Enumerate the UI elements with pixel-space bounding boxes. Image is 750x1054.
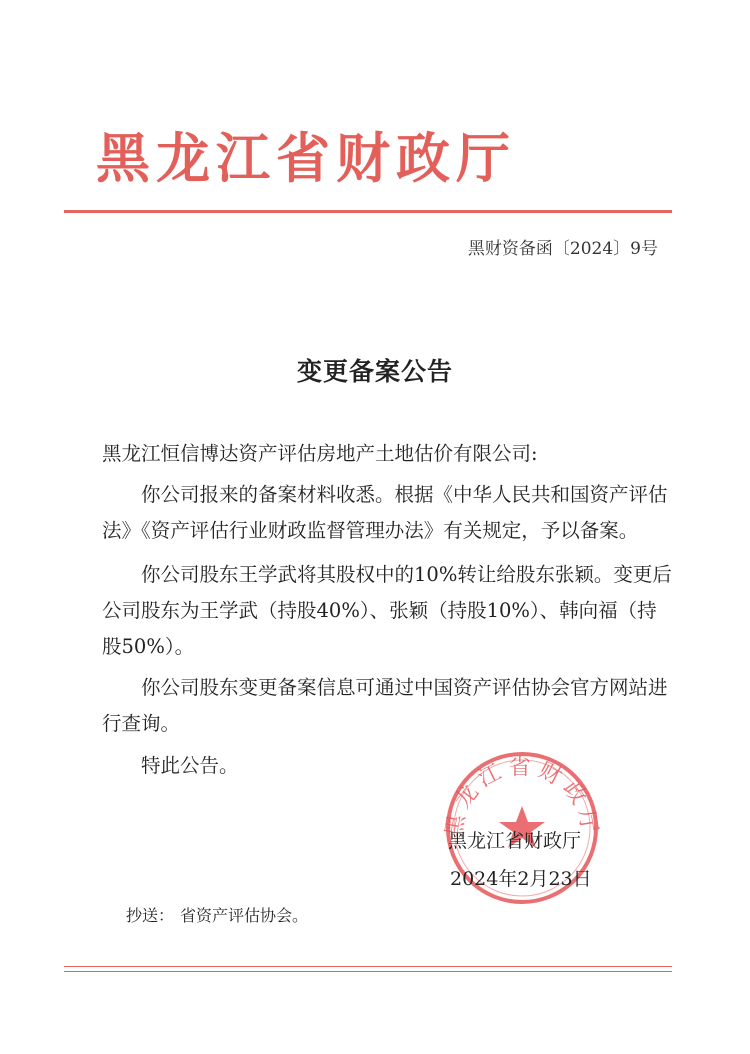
header-divider (64, 210, 672, 213)
paragraph-2: 你公司股东王学武将其股权中的10%转让给股东张颖。变更后公司股东为王学武（持股40%）、张颖（持股10%）、韩向福（持股50%）。 (102, 563, 672, 658)
agency-masthead: 黑龙江省财政厅 (96, 126, 516, 190)
notice-title: 变更备案公告 (296, 357, 453, 386)
addressee: 黑龙江恒信博达资产评估房地产土地估价有限公司: (102, 442, 538, 465)
footer-divider-top (64, 966, 672, 967)
cc-label: 抄送： (126, 906, 175, 925)
issue-date: 2024年2月23日 (450, 868, 592, 890)
cc-recipient: 省资产评估协会。 (180, 906, 309, 925)
paragraph-4: 特此公告。 (141, 754, 239, 777)
footer-divider-bottom (64, 971, 672, 972)
document-number: 黑财资备函〔2024〕9号 (467, 239, 658, 259)
paragraph-1: 你公司报来的备案材料收悉。根据《中华人民共和国资产评估法》《资产评估行业财政监督管理办法》有关规定，予以备案。 (102, 483, 668, 542)
paragraph-3: 你公司股东变更备案信息可通过中国资产评估协会官方网站进行查询。 (102, 676, 668, 735)
svg-text:黑龙江省财政厅: 黑龙江省财政厅 (442, 755, 602, 840)
signer-name: 黑龙江省财政厅 (448, 830, 582, 852)
cc-line (126, 903, 308, 926)
